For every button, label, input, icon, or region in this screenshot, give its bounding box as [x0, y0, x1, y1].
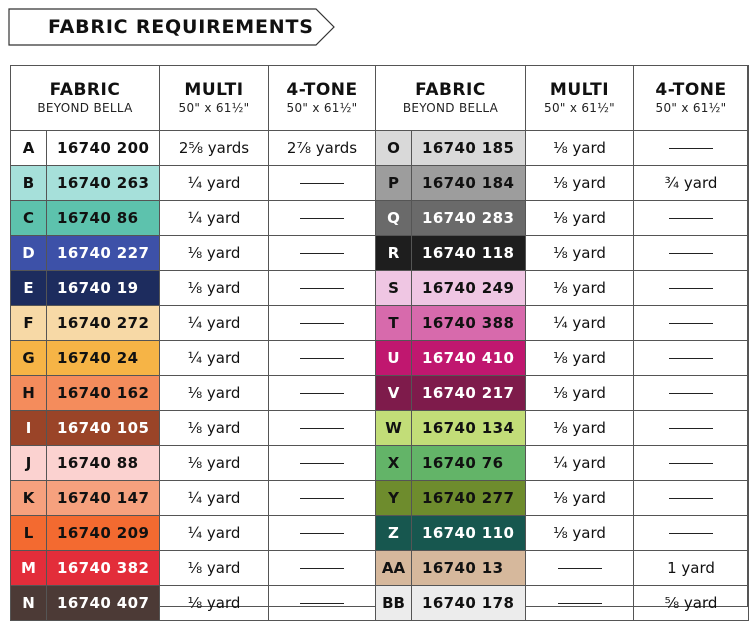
not-applicable-dash — [669, 463, 713, 464]
not-applicable-dash — [669, 323, 713, 324]
fabric-letter: K — [11, 481, 47, 516]
not-applicable-dash — [669, 218, 713, 219]
multi-quantity: ⅛ yard — [526, 236, 634, 271]
fabric-code: 16740 178 — [412, 586, 526, 621]
fabric-code: 16740 272 — [47, 306, 160, 341]
not-applicable-dash — [558, 568, 602, 569]
multi-quantity: ¼ yard — [160, 341, 269, 376]
not-applicable-dash — [300, 568, 344, 569]
fabric-letter: O — [376, 131, 412, 166]
fourtone-quantity: 2⅞ yards — [269, 131, 376, 166]
multi-quantity: ⅛ yard — [160, 586, 269, 621]
fourtone-quantity — [634, 376, 749, 411]
fabric-letter: BB — [376, 586, 412, 621]
header-fourtone-right: 4-TONE 50" x 61½" — [634, 66, 749, 131]
fabric-letter: R — [376, 236, 412, 271]
fourtone-quantity — [269, 446, 376, 481]
fourtone-quantity — [634, 516, 749, 551]
fourtone-quantity — [269, 586, 376, 621]
title-banner — [8, 8, 336, 46]
fabric-letter: I — [11, 411, 47, 446]
table-row — [11, 376, 749, 411]
fabric-code: 16740 184 — [412, 166, 526, 201]
not-applicable-dash — [300, 253, 344, 254]
page-title: FABRIC REQUIREMENTS — [48, 16, 314, 38]
multi-quantity: ⅛ yard — [526, 481, 634, 516]
fabric-letter: H — [11, 376, 47, 411]
fabric-code: 16740 105 — [47, 411, 160, 446]
multi-quantity: ¼ yard — [160, 201, 269, 236]
not-applicable-dash — [558, 603, 602, 604]
multi-quantity: ¼ yard — [526, 306, 634, 341]
fabric-code: 16740 76 — [412, 446, 526, 481]
not-applicable-dash — [300, 463, 344, 464]
table-header-row — [11, 66, 749, 131]
fabric-code: 16740 19 — [47, 271, 160, 306]
not-applicable-dash — [300, 183, 344, 184]
table-row — [11, 516, 749, 551]
not-applicable-dash — [669, 498, 713, 499]
fourtone-quantity — [269, 516, 376, 551]
fourtone-quantity — [634, 271, 749, 306]
fourtone-quantity: ¾ yard — [634, 166, 749, 201]
not-applicable-dash — [300, 498, 344, 499]
fabric-letter: S — [376, 271, 412, 306]
fabric-letter: F — [11, 306, 47, 341]
not-applicable-dash — [300, 323, 344, 324]
fabric-code: 16740 388 — [412, 306, 526, 341]
fourtone-quantity — [269, 201, 376, 236]
table-row — [11, 131, 749, 166]
header-fabric-right: FABRIC BEYOND BELLA — [376, 66, 526, 131]
table-row — [11, 446, 749, 481]
fabric-code: 16740 13 — [412, 551, 526, 586]
not-applicable-dash — [669, 288, 713, 289]
table-row — [11, 411, 749, 446]
fabric-letter: Q — [376, 201, 412, 236]
multi-quantity: ⅛ yard — [160, 271, 269, 306]
fabric-code: 16740 24 — [47, 341, 160, 376]
fourtone-quantity — [269, 376, 376, 411]
fabric-letter: D — [11, 236, 47, 271]
fabric-code: 16740 134 — [412, 411, 526, 446]
fourtone-quantity — [634, 236, 749, 271]
fourtone-quantity — [634, 201, 749, 236]
fabric-letter: B — [11, 166, 47, 201]
not-applicable-dash — [300, 393, 344, 394]
multi-quantity: ⅛ yard — [526, 411, 634, 446]
table-row — [11, 236, 749, 271]
fabric-letter: V — [376, 376, 412, 411]
multi-quantity: ¼ yard — [160, 306, 269, 341]
fabric-code: 16740 88 — [47, 446, 160, 481]
fabric-code: 16740 147 — [47, 481, 160, 516]
fabric-code: 16740 407 — [47, 586, 160, 621]
fabric-code: 16740 110 — [412, 516, 526, 551]
fabric-code: 16740 227 — [47, 236, 160, 271]
fabric-code: 16740 382 — [47, 551, 160, 586]
not-applicable-dash — [669, 393, 713, 394]
multi-quantity: ⅛ yard — [160, 376, 269, 411]
fabric-letter: T — [376, 306, 412, 341]
header-multi-right: MULTI 50" x 61½" — [526, 66, 634, 131]
fourtone-quantity: 1 yard — [634, 551, 749, 586]
table-row — [11, 201, 749, 236]
multi-quantity: ¼ yard — [160, 166, 269, 201]
not-applicable-dash — [300, 533, 344, 534]
table-row — [11, 341, 749, 376]
not-applicable-dash — [669, 358, 713, 359]
table-row — [11, 551, 749, 586]
fourtone-quantity — [269, 236, 376, 271]
fourtone-quantity — [634, 446, 749, 481]
not-applicable-dash — [300, 603, 344, 604]
multi-quantity: ¼ yard — [160, 516, 269, 551]
fabric-code: 16740 249 — [412, 271, 526, 306]
fourtone-quantity — [269, 481, 376, 516]
multi-quantity: ¼ yard — [160, 481, 269, 516]
fabric-letter: A — [11, 131, 47, 166]
table-row — [11, 481, 749, 516]
not-applicable-dash — [300, 358, 344, 359]
fabric-code: 16740 200 — [47, 131, 160, 166]
multi-quantity: ⅛ yard — [160, 446, 269, 481]
fabric-letter: L — [11, 516, 47, 551]
fabric-code: 16740 209 — [47, 516, 160, 551]
fabric-code: 16740 263 — [47, 166, 160, 201]
not-applicable-dash — [669, 253, 713, 254]
fourtone-quantity — [634, 131, 749, 166]
multi-quantity: ⅛ yard — [526, 516, 634, 551]
multi-quantity: ⅛ yard — [526, 201, 634, 236]
fabric-letter: W — [376, 411, 412, 446]
multi-quantity — [526, 586, 634, 621]
fabric-code: 16740 185 — [412, 131, 526, 166]
fabric-letter: G — [11, 341, 47, 376]
multi-quantity: ⅛ yard — [160, 411, 269, 446]
fabric-letter: AA — [376, 551, 412, 586]
table-row — [11, 166, 749, 201]
not-applicable-dash — [669, 533, 713, 534]
fourtone-quantity — [269, 341, 376, 376]
fabric-code: 16740 217 — [412, 376, 526, 411]
table-row — [11, 271, 749, 306]
fourtone-quantity — [269, 551, 376, 586]
fourtone-quantity — [269, 411, 376, 446]
multi-quantity: ⅛ yard — [526, 131, 634, 166]
not-applicable-dash — [300, 428, 344, 429]
fourtone-quantity — [269, 306, 376, 341]
fourtone-quantity — [634, 341, 749, 376]
fourtone-quantity — [634, 411, 749, 446]
fabric-letter: Z — [376, 516, 412, 551]
table-body — [11, 131, 749, 621]
not-applicable-dash — [300, 288, 344, 289]
fabric-requirements-table — [10, 65, 749, 621]
table-row — [11, 586, 749, 621]
fabric-letter: U — [376, 341, 412, 376]
multi-quantity: ⅛ yard — [526, 341, 634, 376]
fabric-table-frame — [10, 65, 748, 612]
fabric-letter: M — [11, 551, 47, 586]
fabric-code: 16740 162 — [47, 376, 160, 411]
header-fabric-left: FABRIC BEYOND BELLA — [11, 66, 160, 131]
fabric-code: 16740 86 — [47, 201, 160, 236]
fabric-code: 16740 410 — [412, 341, 526, 376]
multi-quantity: ⅛ yard — [526, 271, 634, 306]
multi-quantity: ⅛ yard — [160, 551, 269, 586]
multi-quantity: 2⅝ yards — [160, 131, 269, 166]
fabric-code: 16740 277 — [412, 481, 526, 516]
fabric-letter: J — [11, 446, 47, 481]
fabric-letter: P — [376, 166, 412, 201]
multi-quantity: ⅛ yard — [160, 236, 269, 271]
not-applicable-dash — [669, 428, 713, 429]
header-fourtone-left: 4-TONE 50" x 61½" — [269, 66, 376, 131]
fabric-letter: X — [376, 446, 412, 481]
fourtone-quantity — [634, 481, 749, 516]
fabric-letter: Y — [376, 481, 412, 516]
fabric-code: 16740 118 — [412, 236, 526, 271]
multi-quantity: ⅛ yard — [526, 166, 634, 201]
table-row — [11, 306, 749, 341]
header-multi-left: MULTI 50" x 61½" — [160, 66, 269, 131]
fabric-letter: N — [11, 586, 47, 621]
multi-quantity: ⅛ yard — [526, 376, 634, 411]
fourtone-quantity — [269, 271, 376, 306]
fourtone-quantity — [269, 166, 376, 201]
not-applicable-dash — [300, 218, 344, 219]
not-applicable-dash — [669, 148, 713, 149]
fabric-code: 16740 283 — [412, 201, 526, 236]
fabric-letter: C — [11, 201, 47, 236]
fourtone-quantity — [634, 306, 749, 341]
fabric-letter: E — [11, 271, 47, 306]
multi-quantity: ¼ yard — [526, 446, 634, 481]
fourtone-quantity: ⅝ yard — [634, 586, 749, 621]
multi-quantity — [526, 551, 634, 586]
